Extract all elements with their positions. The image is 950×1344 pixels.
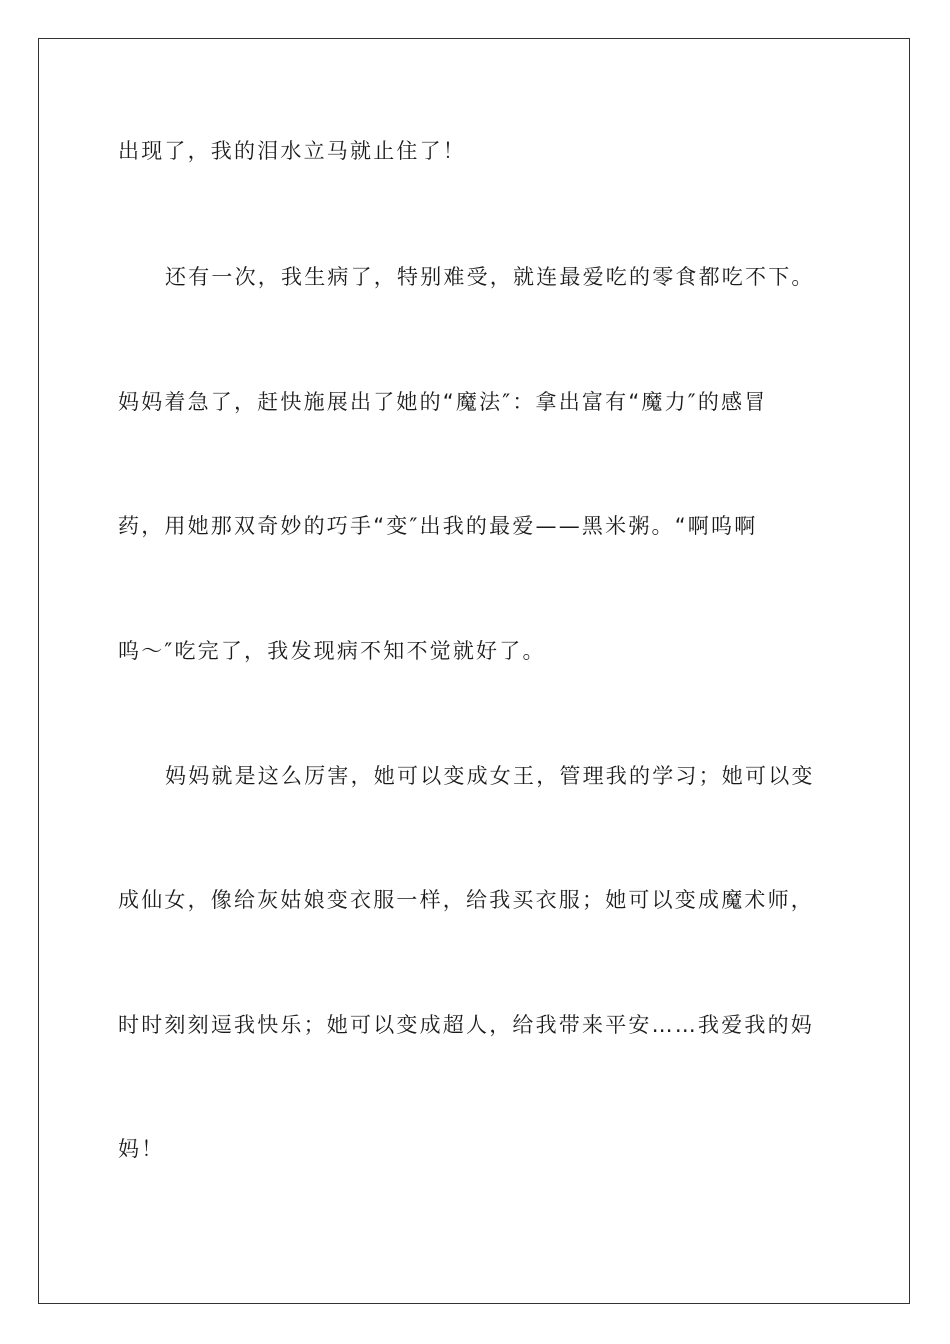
- text-line-3: 妈妈着急了，赶快施展出了她的“魔法″：拿出富有“魔力″的感冒: [118, 390, 768, 414]
- text-line-7: 成仙女，像给灰姑娘变衣服一样，给我买衣服；她可以变成魔术师，: [118, 888, 814, 912]
- paragraph-start-line-6: 妈妈就是这么厉害，她可以变成女王，管理我的学习；她可以变: [165, 764, 815, 788]
- text-line-5: 呜～″吃完了，我发现病不知不觉就好了。: [118, 639, 546, 663]
- page-border: [38, 38, 910, 1304]
- paragraph-start-line-2: 还有一次，我生病了，特别难受，就连最爱吃的零食都吃不下。: [165, 265, 815, 289]
- text-line-1: 出现了，我的泪水立马就止住了！: [118, 139, 466, 163]
- text-line-4: 药，用她那双奇妙的巧手“变″出我的最爱——黑米粥。“啊呜啊: [118, 514, 758, 538]
- text-line-8: 时时刻刻逗我快乐；她可以变成超人，给我带来平安……我爱我的妈: [118, 1013, 814, 1037]
- text-line-9: 妈！: [118, 1137, 165, 1161]
